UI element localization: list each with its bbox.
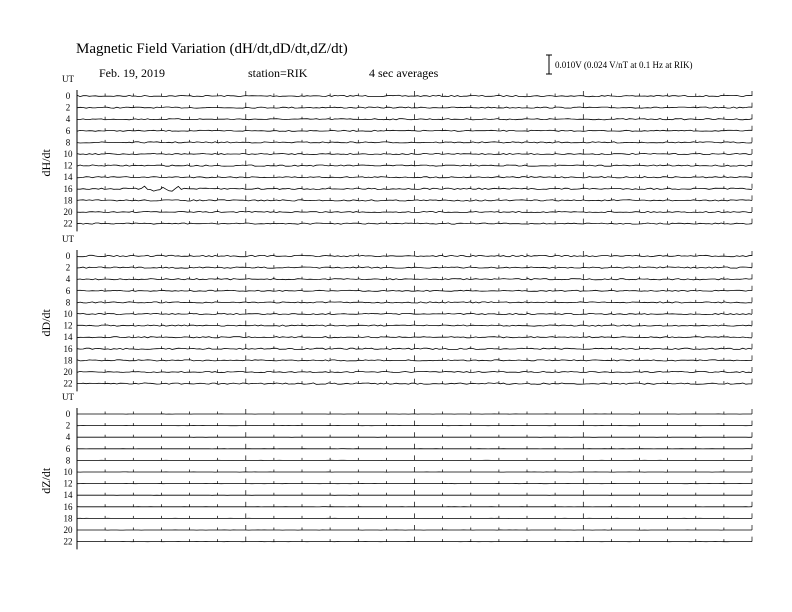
hour-tick-label: 2 [65, 102, 71, 113]
hour-tick-label: 0 [65, 251, 71, 261]
date-label: Feb. 19, 2019 [99, 66, 165, 80]
chart-title: Magnetic Field Variation (dH/dt,dD/dt,dZ/dt) [76, 41, 348, 57]
y-axis-label: dH/dt [39, 149, 53, 177]
hour-tick-label: 16 [63, 343, 73, 354]
ut-label: UT [62, 392, 74, 402]
panel-2 [39, 234, 752, 391]
hour-tick-label: 6 [65, 125, 71, 136]
hour-tick-label: 16 [63, 183, 73, 194]
station-label: station=RIK [248, 66, 308, 80]
hour-tick-label: 4 [65, 274, 71, 285]
hour-tick-label: 22 [63, 378, 73, 389]
hour-tick-label: 10 [63, 149, 73, 159]
y-axis-label: dD/dt [39, 309, 53, 337]
hour-tick-label: 4 [65, 432, 71, 443]
y-axis-label: dZ/dt [39, 467, 53, 494]
hour-tick-label: 14 [63, 172, 73, 183]
ut-label: UT [62, 234, 74, 244]
panel-1 [39, 74, 752, 231]
hour-tick-label: 2 [65, 420, 71, 431]
hour-tick-label: 10 [63, 309, 73, 319]
hour-tick-label: 2 [65, 262, 71, 273]
hour-tick-label: 12 [63, 478, 73, 489]
hour-tick-label: 20 [63, 525, 73, 535]
hour-tick-label: 20 [63, 207, 73, 217]
averaging-label: 4 sec averages [369, 66, 439, 80]
hour-tick-label: 18 [63, 513, 73, 524]
hour-tick-label: 0 [65, 409, 71, 419]
hour-tick-label: 0 [65, 91, 71, 101]
hour-tick-label: 12 [63, 320, 73, 331]
panels-group [39, 74, 752, 549]
hour-tick-label: 8 [65, 297, 71, 308]
hour-tick-label: 18 [63, 195, 73, 206]
hour-tick-label: 22 [63, 536, 73, 547]
hour-tick-label: 20 [63, 367, 73, 377]
scale-bar-label: 0.010V (0.024 V/nT at 0.1 Hz at RIK) [555, 60, 693, 70]
hour-tick-label: 14 [63, 490, 73, 501]
hour-tick-label: 14 [63, 332, 73, 343]
scale-bar [546, 55, 693, 74]
hour-tick-label: 8 [65, 137, 71, 148]
ut-label: UT [62, 74, 74, 84]
hour-tick-label: 8 [65, 455, 71, 466]
hour-tick-label: 6 [65, 285, 71, 296]
hour-tick-label: 4 [65, 114, 71, 125]
hour-tick-label: 12 [63, 160, 73, 171]
hour-tick-label: 22 [63, 218, 73, 229]
hour-tick-label: 16 [63, 501, 73, 512]
hour-tick-label: 10 [63, 467, 73, 477]
panel-3 [39, 392, 752, 549]
hour-tick-label: 6 [65, 443, 71, 454]
hour-tick-label: 18 [63, 355, 73, 366]
